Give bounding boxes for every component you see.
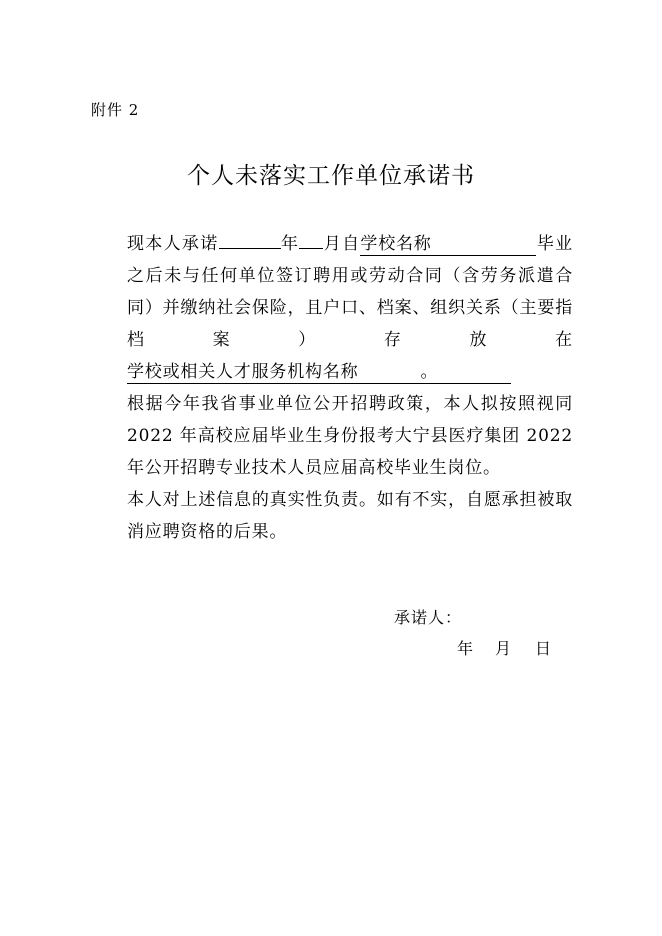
para1-text-3: 月自 [323, 234, 361, 254]
paragraph-application: 根据今年我省事业单位公开招聘政策，本人拟按照视同2022 年高校应届毕业生身份报考大宁县医疗集团 2022 年公开招聘专业技术人员应届高校毕业生岗位。 [127, 394, 573, 478]
paragraph-responsibility: 本人对上述信息的真实性负责。如有不实，自愿承担被取消应聘资格的后果。 [127, 490, 573, 542]
blank-month [299, 248, 323, 249]
date-day-label: 日 [535, 639, 552, 658]
institution-placeholder: 学校或相关人才服务机构名称 [127, 362, 359, 382]
school-name-blank: 学校名称 [360, 233, 536, 256]
attachment-label: 附件 2 [91, 101, 140, 119]
blank-year [219, 248, 281, 249]
paragraph-commitment [91, 228, 573, 388]
signature-date [457, 636, 551, 659]
date-month-label: 月 [495, 639, 512, 658]
document-body [91, 228, 573, 548]
institution-period: 。 [420, 362, 439, 382]
signer-label: 承诺人： [394, 608, 463, 627]
date-year-label: 年 [457, 639, 474, 658]
para1-text-4: 毕业之后未与任何单位签订聘用或劳动合同（含劳务派遣合同）并缴纳社会保险，且户口、档案、组织关系（主要指档案）存放在 [127, 234, 573, 350]
para1-text-2: 年 [280, 234, 300, 254]
institution-name-blank [127, 361, 511, 384]
document-title: 个人未落实工作单位承诺书 [187, 163, 475, 189]
para1-text-1: 现本人承诺 [127, 234, 219, 254]
